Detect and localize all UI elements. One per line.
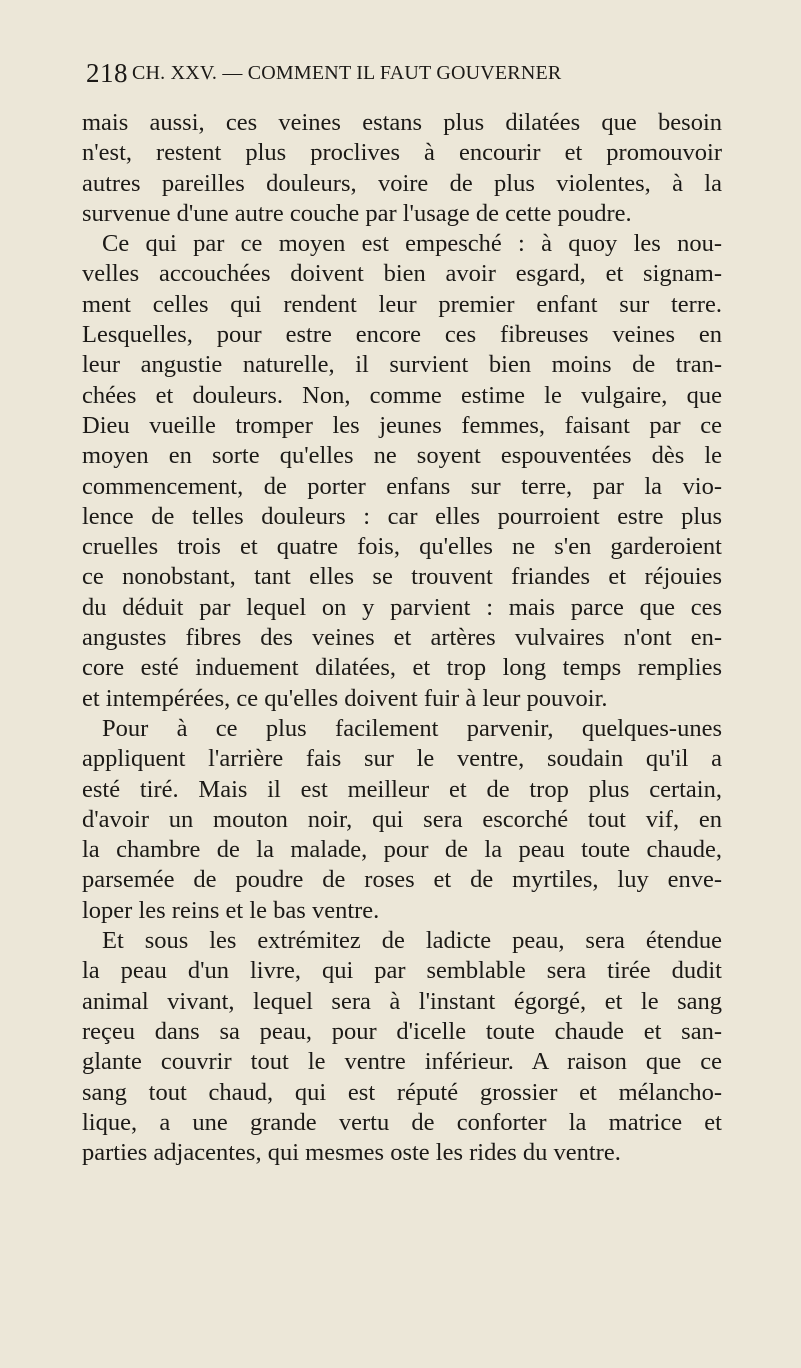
text-line: core esté induement dilatées, et trop long temps remplies	[82, 654, 722, 682]
text-line: Lesquelles, pour estre encore ces fibreuses veines en	[82, 321, 722, 349]
text-line: lique, a une grande vertu de conforter la matrice et	[82, 1108, 722, 1136]
text-line: commencement, de porter enfans sur terre, par la vio-	[82, 472, 722, 500]
text-line: Dieu vueille tromper les jeunes femmes, faisant par ce	[82, 411, 722, 439]
text-line: angustes fibres des veines et artères vulvaires n'ont en-	[82, 624, 722, 652]
text-line: Ce qui par ce moyen est empesché : à quoy les nou-	[102, 230, 722, 258]
text-line: la peau d'un livre, qui par semblable sera tirée dudit	[82, 957, 722, 985]
text-line: Et sous les extrémitez de ladicte peau, sera étendue	[102, 927, 722, 955]
text-line: Pour à ce plus facilement parvenir, quelques-unes	[102, 714, 722, 742]
text-line: glante couvrir tout le ventre inférieur. A raison que ce	[82, 1048, 722, 1076]
text-line: parsemée de poudre de roses et de myrtiles, luy enve-	[82, 866, 722, 894]
text-line: la chambre de la malade, pour de la peau toute chaude,	[82, 836, 722, 864]
running-head	[86, 58, 726, 88]
text-line: loper les reins et le bas ventre.	[82, 896, 380, 924]
text-line: ment celles qui rendent leur premier enfant sur terre.	[82, 290, 722, 318]
text-line: du déduit par lequel on y parvient : mais parce que ces	[82, 593, 722, 621]
text-line: chées et douleurs. Non, comme estime le vulgaire, que	[82, 381, 722, 409]
text-line: autres pareilles douleurs, voire de plus violentes, à la	[82, 169, 722, 197]
text-line: appliquent l'arrière fais sur le ventre, soudain qu'il a	[82, 745, 722, 773]
text-line: moyen en sorte qu'elles ne soyent espouventées dès le	[82, 442, 722, 470]
text-line: leur angustie naturelle, il survient bien moins de tran-	[82, 351, 722, 379]
text-line: animal vivant, lequel sera à l'instant égorgé, et le sang	[82, 987, 722, 1015]
body-text	[82, 108, 722, 1168]
text-line: mais aussi, ces veines estans plus dilatées que besoin	[82, 109, 722, 136]
text-line: sang tout chaud, qui est réputé grossier et mélancho-	[82, 1078, 722, 1106]
text-line: reçeu dans sa peau, pour d'icelle toute chaude et san-	[82, 1017, 722, 1045]
text-line: ce nonobstant, tant elles se trouvent friandes et réjouies	[82, 563, 722, 591]
text-line: parties adjacentes, qui mesmes oste les rides du ventre.	[82, 1139, 621, 1167]
text-line: lence de telles douleurs : car elles pourroient estre plus	[82, 502, 722, 530]
text-line: velles accouchées doivent bien avoir esgard, et signam-	[82, 260, 722, 288]
page-number: 218	[86, 58, 128, 88]
text-line: cruelles trois et quatre fois, qu'elles ne s'en garderoient	[82, 533, 722, 561]
text-line: n'est, restent plus proclives à encourir et promouvoir	[82, 139, 722, 167]
text-line: d'avoir un mouton noir, qui sera escorché tout vif, en	[82, 805, 722, 833]
text-line: et intempérées, ce qu'elles doivent fuir à leur pouvoir.	[82, 684, 608, 712]
text-line: survenue d'une autre couche par l'usage de cette poudre.	[82, 199, 632, 227]
chapter-title: CH. XXV. — COMMENT IL FAUT GOUVERNER	[132, 62, 562, 84]
text-line: esté tiré. Mais il est meilleur et de trop plus certain,	[82, 775, 722, 803]
